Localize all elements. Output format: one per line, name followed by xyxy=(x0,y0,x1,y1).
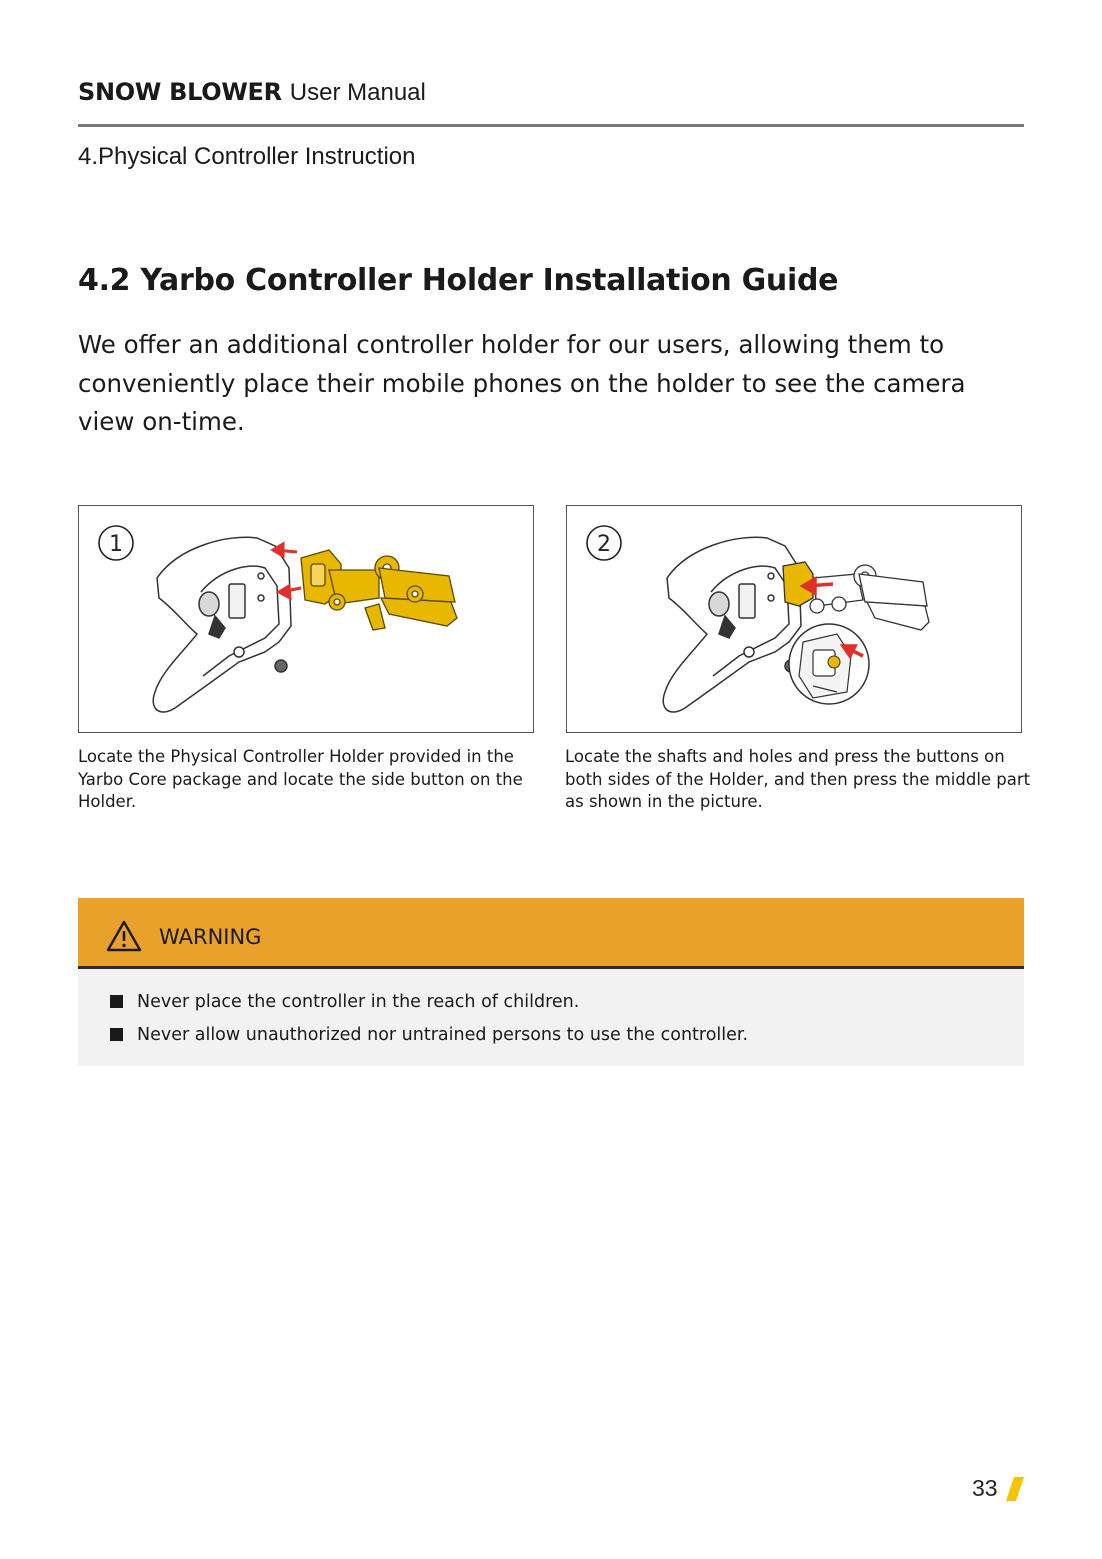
step-1-illustration xyxy=(78,505,534,733)
warning-item-text: Never place the controller in the reach of children. xyxy=(137,991,580,1012)
controller-icon xyxy=(153,537,291,712)
warning-item-text: Never allow unauthorized nor untrained persons to use the controller. xyxy=(137,1024,749,1045)
warning-item xyxy=(110,985,748,1018)
bullet-square-icon xyxy=(110,1028,123,1041)
manual-subtitle: User Manual xyxy=(289,79,426,106)
step-2-caption: Locate the shafts and holes and press the buttons on both sides of the Holder, and then press the middle part as shown in the picture. xyxy=(565,747,1031,811)
detail-zoom-icon xyxy=(789,624,869,704)
step-1-caption: Locate the Physical Controller Holder provided in the Yarbo Core package and locate the side button on the Holder. xyxy=(78,747,523,811)
warning-label: WARNING xyxy=(159,925,262,949)
warning-list xyxy=(110,985,748,1051)
step-1-number: 1 xyxy=(109,532,123,557)
header-title xyxy=(78,78,426,107)
warning-triangle-icon xyxy=(106,920,142,952)
step-2-illustration xyxy=(566,505,1022,733)
page-marker-icon xyxy=(1006,1477,1024,1501)
warning-item xyxy=(110,1018,748,1051)
chapter-label: 4.Physical Controller Instruction xyxy=(78,143,416,170)
section-title: 4.2 Yarbo Controller Holder Installation Guide xyxy=(78,263,839,298)
brand-name: SNOW BLOWER xyxy=(78,78,282,106)
step-2-number: 2 xyxy=(597,532,611,557)
warning-header xyxy=(78,898,1024,969)
section-intro: We offer an additional controller holder for our users, allowing them to conveniently place their mobile phones on the holder to see the camera view on-time. xyxy=(78,330,966,436)
controller-icon xyxy=(663,537,801,712)
bullet-square-icon xyxy=(110,995,123,1008)
page-number: 33 xyxy=(972,1475,998,1501)
warning-body xyxy=(78,969,1024,1066)
holder-icon xyxy=(301,550,457,630)
header-divider xyxy=(78,124,1024,127)
holder-icon xyxy=(783,562,929,630)
